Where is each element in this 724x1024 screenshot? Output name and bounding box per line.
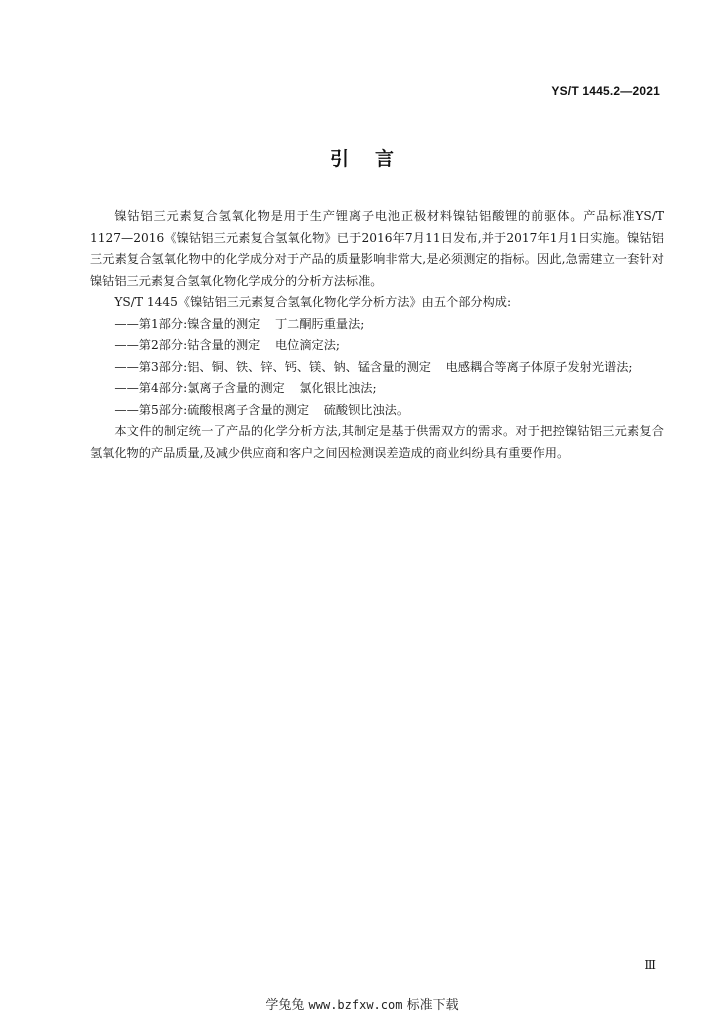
part-item-4 [90, 378, 664, 400]
part-item-5 [90, 400, 664, 422]
part-method: 电位滴定法; [274, 338, 340, 352]
part-item-2 [90, 335, 664, 357]
part-label: ——第2部分:钴含量的测定 [114, 338, 261, 352]
part-item-3 [90, 357, 664, 379]
standard-code: YS/T 1445.2—2021 [551, 84, 660, 98]
footer-site-link[interactable]: www.bzfxw.com [308, 998, 403, 1012]
part-item-1 [90, 314, 664, 336]
footer-brand: 学兔兔 [265, 998, 305, 1013]
part-method: 氯化银比浊法; [299, 381, 377, 395]
page-title: 引言 [329, 148, 420, 170]
download-footer [0, 994, 724, 1013]
intro-paragraph-3: 本文件的制定统一了产品的化学分析方法,其制定是基于供需双方的需求。对于把控镍钴铝三元素复合氢氧化物的产品质量,及减少供应商和客户之间因检测误差造成的商业纠纷具有重要作用。 [90, 424, 664, 460]
part-label: ——第1部分:镍含量的测定 [114, 316, 261, 331]
part-method: 丁二酮肟重量法; [274, 316, 365, 331]
page-number: Ⅲ [644, 958, 656, 972]
introduction-body [90, 206, 664, 464]
footer-tagline: 标准下载 [406, 998, 459, 1013]
intro-paragraph-2: YS/T 1445《镍钴铝三元素复合氢氧化物化学分析方法》由五个部分构成: [114, 295, 512, 309]
part-method: 电感耦合等离子体原子发射光谱法; [445, 359, 633, 374]
part-label: ——第4部分:氯离子含量的测定 [114, 381, 285, 395]
intro-paragraph-1: 镍钴铝三元素复合氢氧化物是用于生产锂离子电池正极材料镍钴铝酸锂的前驱体。产品标准YS/T 1127—2016《镍钴铝三元素复合氢氧化物》已于2016年7月11日发布,并于2017年1月1日实施。镍钴铝三元素复合氢氧化物中的化学成分对于产品的质量影响非常大,是必须测定的指标。因此,急需建立一套针对镍钴铝三元素复合氢氧化物化学成分的分析方法标准。 [90, 209, 664, 288]
part-label: ——第5部分:硫酸根离子含量的测定 [114, 402, 310, 417]
part-method: 硫酸钡比浊法。 [323, 402, 410, 417]
part-label: ——第3部分:铝、铜、铁、锌、钙、镁、钠、锰含量的测定 [114, 359, 431, 374]
